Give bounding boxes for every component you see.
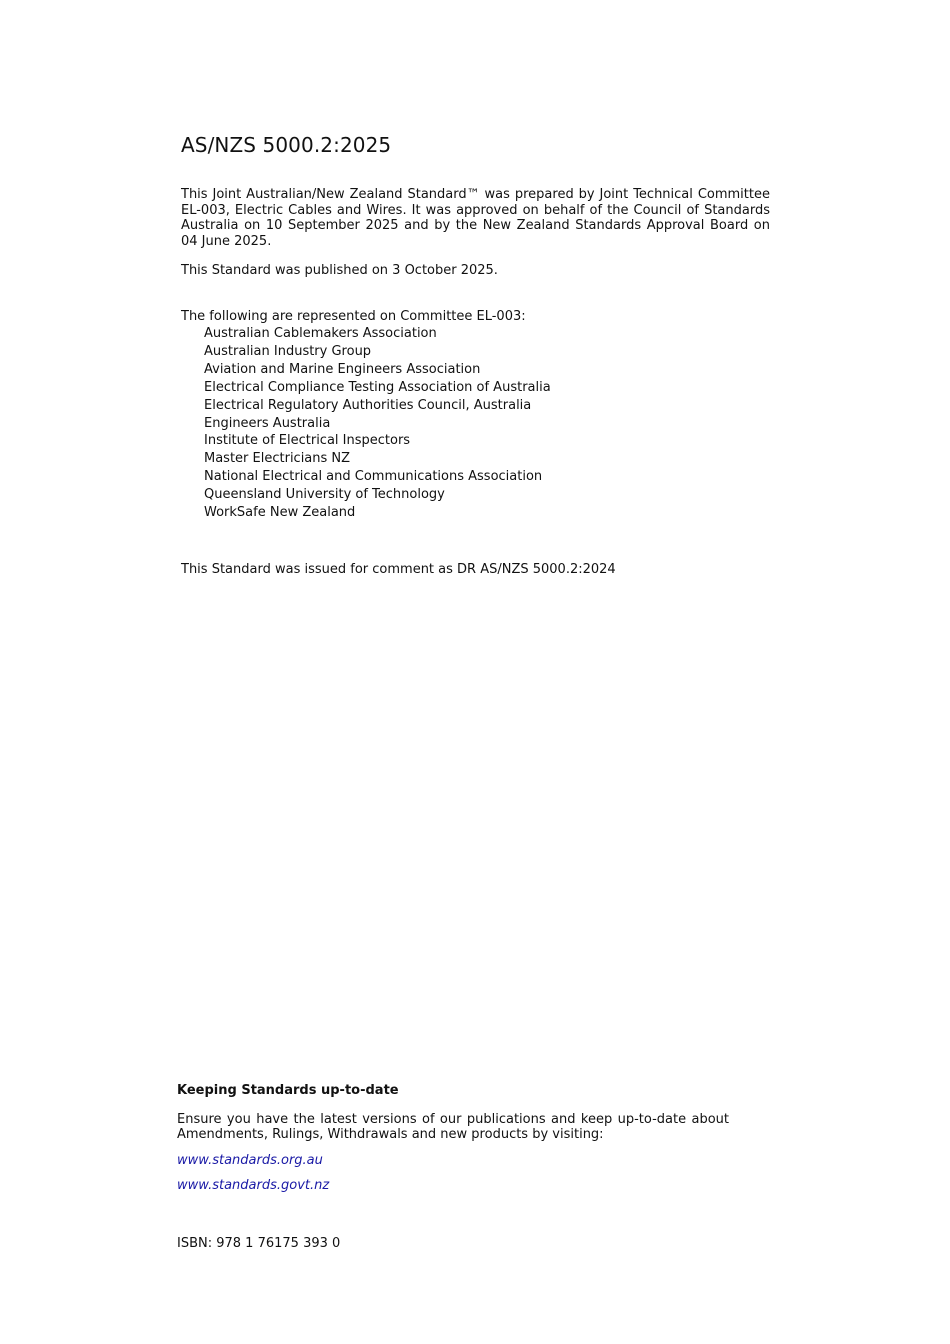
committee-member: WorkSafe New Zealand bbox=[204, 505, 356, 521]
keeping-standards-heading: Keeping Standards up-to-date bbox=[177, 1083, 399, 1098]
committee-member: Electrical Regulatory Authorities Council, Australia bbox=[204, 397, 532, 413]
committee-member-list bbox=[204, 325, 551, 522]
committee-member: Master Electricians NZ bbox=[204, 451, 351, 467]
committee-member: Queensland University of Technology bbox=[204, 487, 445, 503]
standards-australia-link[interactable]: www.standards.org.au bbox=[177, 1153, 323, 1168]
committee-member: Australian Cablemakers Association bbox=[204, 326, 437, 341]
document-title: AS/NZS 5000.2:2025 bbox=[181, 133, 392, 157]
comment-statement: This Standard was issued for comment as DR AS/NZS 5000.2:2024 bbox=[181, 562, 616, 577]
standards-nz-link[interactable]: www.standards.govt.nz bbox=[177, 1178, 330, 1193]
keeping-standards-text: Ensure you have the latest versions of our publications and keep up-to-date about Amendments, Rulings, Withdrawals and new products by visiting: bbox=[177, 1112, 729, 1142]
committee-member: Engineers Australia bbox=[204, 415, 331, 431]
committee-member: Australian Industry Group bbox=[204, 343, 372, 359]
committee-member: Aviation and Marine Engineers Association bbox=[204, 361, 481, 377]
committee-member: National Electrical and Communications Association bbox=[204, 469, 543, 485]
isbn: ISBN: 978 1 76175 393 0 bbox=[177, 1236, 341, 1251]
publication-statement: This Standard was published on 3 October 2025. bbox=[181, 263, 498, 278]
committee-intro: The following are represented on Committee EL-003: bbox=[181, 309, 526, 324]
committee-member: Institute of Electrical Inspectors bbox=[204, 433, 411, 449]
committee-member: Electrical Compliance Testing Association of Australia bbox=[204, 379, 551, 395]
preparation-statement: This Joint Australian/New Zealand Standard™ was prepared by Joint Technical Committee EL-003, Electric Cables and Wires. It was approved on behalf of the Council of Standards Australia on 10 September 2025 and by the New Zealand Standards Approval Board on 04 June 2025. bbox=[181, 187, 770, 249]
